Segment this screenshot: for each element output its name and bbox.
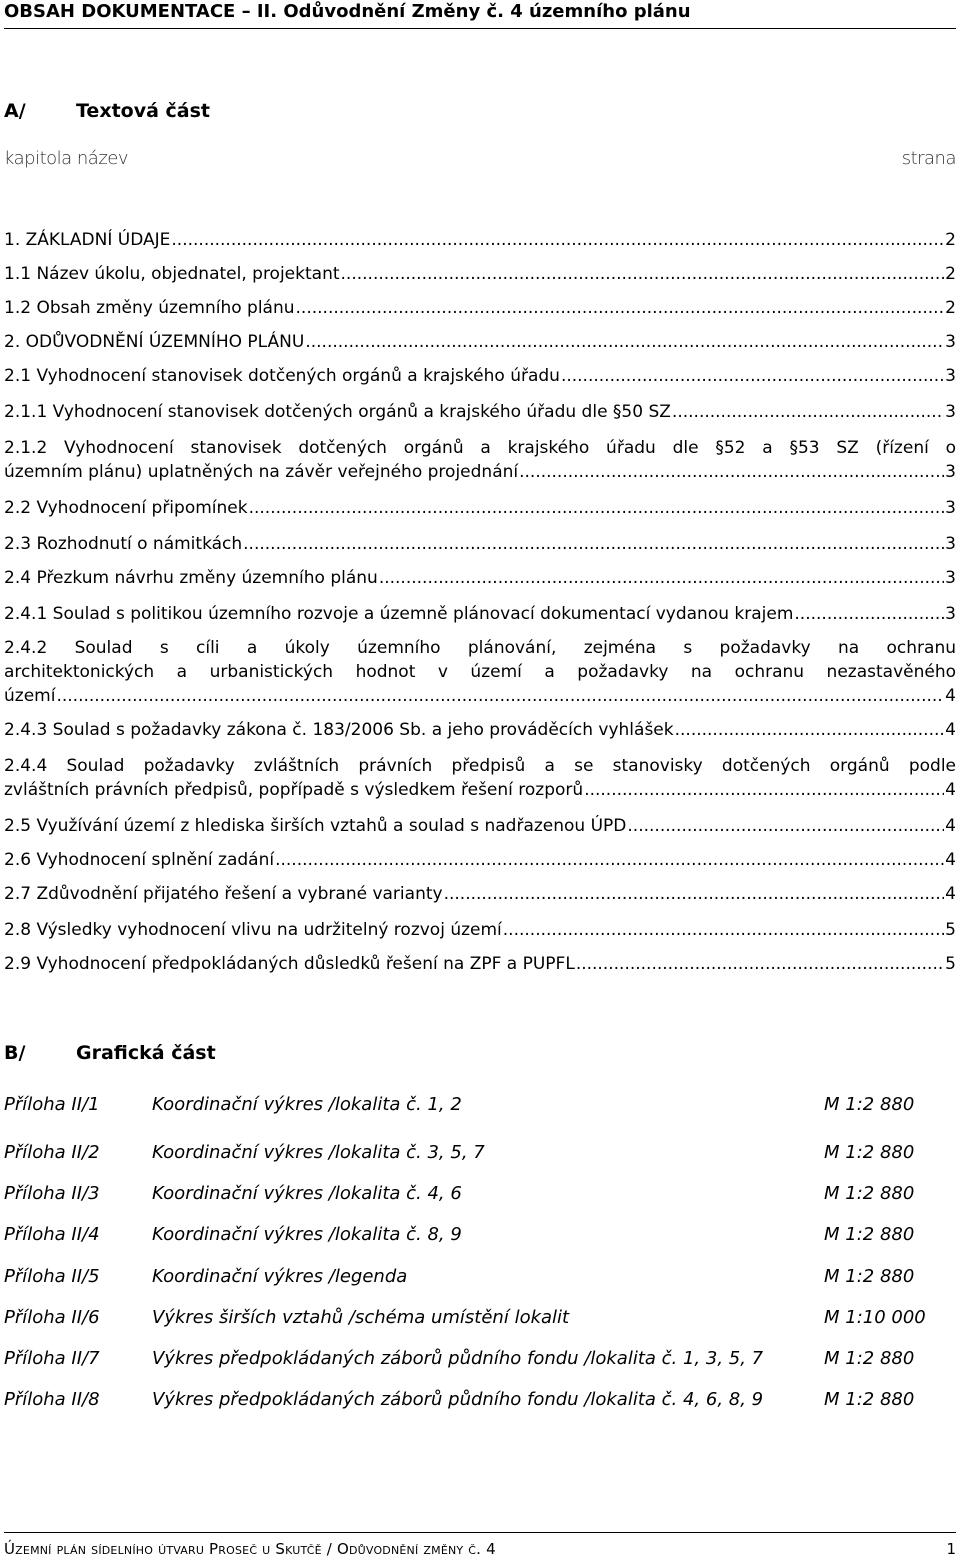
document-header: OBSAH DOKUMENTACE – II. Odůvodnění Změny č. 4 územního plánu: [4, 0, 956, 29]
attachment-scale: M 1:2 880: [824, 1142, 915, 1163]
toc-entry[interactable]: [4, 882, 956, 906]
attachment-id: Příloha II/1: [4, 1094, 100, 1115]
toc-entry-title: 2.1.1 Vyhodnocení stanovisek dotčených orgánů a krajského úřadu dle §50 SZ: [4, 402, 671, 422]
toc-entry-page: 4: [945, 686, 956, 706]
toc-entry-page: 3: [945, 332, 956, 352]
toc-entry[interactable]: [4, 566, 956, 590]
attachment-id: Příloha II/8: [4, 1389, 100, 1410]
toc-entry[interactable]: [4, 400, 956, 424]
toc-entry[interactable]: [4, 848, 956, 872]
toc-entry[interactable]: [4, 636, 956, 708]
toc-header-page: strana: [901, 148, 956, 169]
toc-leader-dots: [675, 718, 945, 742]
toc-entry-title: 2.4 Přezkum návrhu změny územního plánu: [4, 568, 378, 588]
toc-entry-title: 1. ZÁKLADNÍ ÚDAJE: [4, 230, 171, 250]
toc-entry[interactable]: [4, 814, 956, 838]
toc-entry-page: 3: [945, 568, 956, 588]
attachment-scale: M 1:2 880: [824, 1094, 915, 1115]
toc-entry-title: 2.7 Zdůvodnění přijatého řešení a vybrané varianty: [4, 884, 443, 904]
section-a-heading: [4, 100, 210, 122]
toc-entry-page: 2: [945, 298, 956, 318]
toc-entry-page: 2: [945, 264, 956, 284]
attachment-scale: M 1:2 880: [824, 1266, 915, 1287]
toc-entry-page: 3: [945, 534, 956, 554]
attachment-id: Příloha II/6: [4, 1307, 100, 1328]
toc-leader-dots: [341, 262, 945, 286]
toc-entry-title: 2.3 Rozhodnutí o námitkách: [4, 534, 243, 554]
toc-entry-page: 3: [945, 402, 956, 422]
toc-leader-dots: [296, 296, 945, 320]
toc-leader-dots: [672, 400, 944, 424]
toc-entry-title: územním plánu) uplatněných na závěr veřejného projednání: [4, 462, 519, 482]
toc-entry[interactable]: [4, 532, 956, 556]
footer-divider: [4, 1532, 956, 1533]
attachment-description: Koordinační výkres /legenda: [152, 1266, 408, 1287]
toc-entry[interactable]: [4, 364, 956, 388]
footer-page-number: 1: [946, 1540, 956, 1558]
attachment-scale: M 1:10 000: [824, 1307, 926, 1328]
footer-text: Územní plán sídelního útvaru Proseč u Skutčě / Odůvodnění změny č. 4: [4, 1540, 496, 1558]
toc-entry[interactable]: [4, 436, 956, 484]
attachment-id: Příloha II/2: [4, 1142, 100, 1163]
attachment-description: Koordinační výkres /lokalita č. 4, 6: [152, 1183, 462, 1204]
toc-entry-title: 1.2 Obsah změny územního plánu: [4, 298, 295, 318]
attachment-scale: M 1:2 880: [824, 1183, 915, 1204]
toc-entry-title: zvláštních právních předpisů, popřípadě s výsledkem řešení rozporů: [4, 780, 584, 800]
toc-entry-page: 5: [945, 920, 956, 940]
toc-leader-dots: [584, 778, 944, 802]
toc-entry-title-line1: 2.4.4 Soulad požadavky zvláštních právních předpisů a se stanovisky dotčených orgánů podle: [4, 756, 956, 776]
toc-entry[interactable]: [4, 602, 956, 626]
toc-entry-page: 3: [945, 366, 956, 386]
toc-entry[interactable]: [4, 296, 956, 320]
toc-entry[interactable]: [4, 952, 956, 976]
toc-leader-dots: [379, 566, 944, 590]
toc-entry-title: 2.4.1 Soulad s politikou územního rozvoje a územně plánovací dokumentací vydanou krajem: [4, 604, 794, 624]
toc-entry-page: 4: [945, 850, 956, 870]
attachment-scale: M 1:2 880: [824, 1348, 915, 1369]
toc-leader-dots: [275, 848, 944, 872]
toc-entry-title: 2.9 Vyhodnocení předpokládaných důsledků řešení na ZPF a PUPFL: [4, 954, 575, 974]
toc-entry-title-line2: architektonických a urbanistických hodnot v území a požadavky na ochranu nezastavěného: [4, 662, 956, 682]
attachment-scale: M 1:2 880: [824, 1224, 915, 1245]
section-a-label: A/: [4, 100, 26, 122]
toc-leader-dots: [794, 602, 944, 626]
attachment-description: Výkres širších vztahů /schéma umístění lokalit: [152, 1307, 570, 1328]
toc-entry[interactable]: [4, 718, 956, 742]
toc-entry-page: 4: [945, 720, 956, 740]
attachment-id: Příloha II/4: [4, 1224, 100, 1245]
toc-leader-dots: [503, 918, 944, 942]
toc-entry-page: 4: [945, 780, 956, 800]
toc-leader-dots: [627, 814, 944, 838]
attachment-description: Výkres předpokládaných záborů půdního fondu /lokalita č. 1, 3, 5, 7: [152, 1348, 764, 1369]
toc-leader-dots: [249, 496, 945, 520]
toc-entry[interactable]: [4, 330, 956, 354]
attachment-description: Koordinační výkres /lokalita č. 3, 5, 7: [152, 1142, 485, 1163]
toc-entry-title-line1: 2.1.2 Vyhodnocení stanovisek dotčených orgánů a krajského úřadu dle §52 a §53 SZ (řízení o: [4, 438, 956, 458]
toc-entry[interactable]: [4, 496, 956, 520]
toc-entry[interactable]: [4, 228, 956, 252]
toc-entry-page: 4: [945, 816, 956, 836]
toc-entry-title: 2.5 Využívání území z hlediska širších vztahů a soulad s nadřazenou ÚPD: [4, 816, 627, 836]
toc-entry-title: území: [4, 686, 56, 706]
attachment-scale: M 1:2 880: [824, 1389, 915, 1410]
toc-entry[interactable]: [4, 262, 956, 286]
toc-entry-title: 2.1 Vyhodnocení stanovisek dotčených orgánů a krajského úřadu: [4, 366, 560, 386]
toc-entry-title: 2.4.3 Soulad s požadavky zákona č. 183/2006 Sb. a jeho prováděcích vyhlášek: [4, 720, 674, 740]
toc-entry-page: 4: [945, 884, 956, 904]
toc-leader-dots: [305, 330, 944, 354]
toc-entry-title: 1.1 Název úkolu, objednatel, projektant: [4, 264, 340, 284]
toc-leader-dots: [444, 882, 945, 906]
toc-leader-dots: [576, 952, 944, 976]
attachment-id: Příloha II/3: [4, 1183, 100, 1204]
toc-entry-page: 3: [945, 498, 956, 518]
toc-entry-page: 2: [945, 230, 956, 250]
attachment-description: Koordinační výkres /lokalita č. 8, 9: [152, 1224, 462, 1245]
attachment-description: Výkres předpokládaných záborů půdního fondu /lokalita č. 4, 6, 8, 9: [152, 1389, 764, 1410]
toc-leader-dots: [171, 228, 944, 252]
attachment-id: Příloha II/5: [4, 1266, 100, 1287]
toc-entry[interactable]: [4, 754, 956, 802]
toc-entry-page: 3: [945, 604, 956, 624]
section-b-title: Grafická část: [76, 1042, 216, 1064]
toc-entry-page: 5: [945, 954, 956, 974]
toc-entry-title-line1: 2.4.2 Soulad s cíli a úkoly územního plánování, zejména s požadavky na ochranu: [4, 638, 956, 658]
toc-entry-title: 2.6 Vyhodnocení splnění zadání: [4, 850, 275, 870]
toc-entry[interactable]: [4, 918, 956, 942]
toc-entry-title: 2.2 Vyhodnocení připomínek: [4, 498, 248, 518]
toc-header-chapter: kapitola název: [4, 148, 129, 169]
page-footer: [4, 1540, 956, 1558]
toc-entry-title: 2. ODŮVODNĚNÍ ÚZEMNÍHO PLÁNU: [4, 332, 305, 352]
toc-entry-page: 3: [945, 462, 956, 482]
section-a-title: Textová část: [76, 100, 211, 122]
attachment-description: Koordinační výkres /lokalita č. 1, 2: [152, 1094, 462, 1115]
toc-leader-dots: [519, 460, 944, 484]
toc-leader-dots: [561, 364, 944, 388]
toc-entry-title: 2.8 Výsledky vyhodnocení vlivu na udržitelný rozvoj území: [4, 920, 502, 940]
attachment-id: Příloha II/7: [4, 1348, 100, 1369]
toc-column-header: [4, 148, 956, 169]
toc-leader-dots: [56, 684, 944, 708]
section-b-label: B/: [4, 1042, 26, 1064]
section-b-heading: [4, 1042, 216, 1064]
toc-leader-dots: [243, 532, 944, 556]
